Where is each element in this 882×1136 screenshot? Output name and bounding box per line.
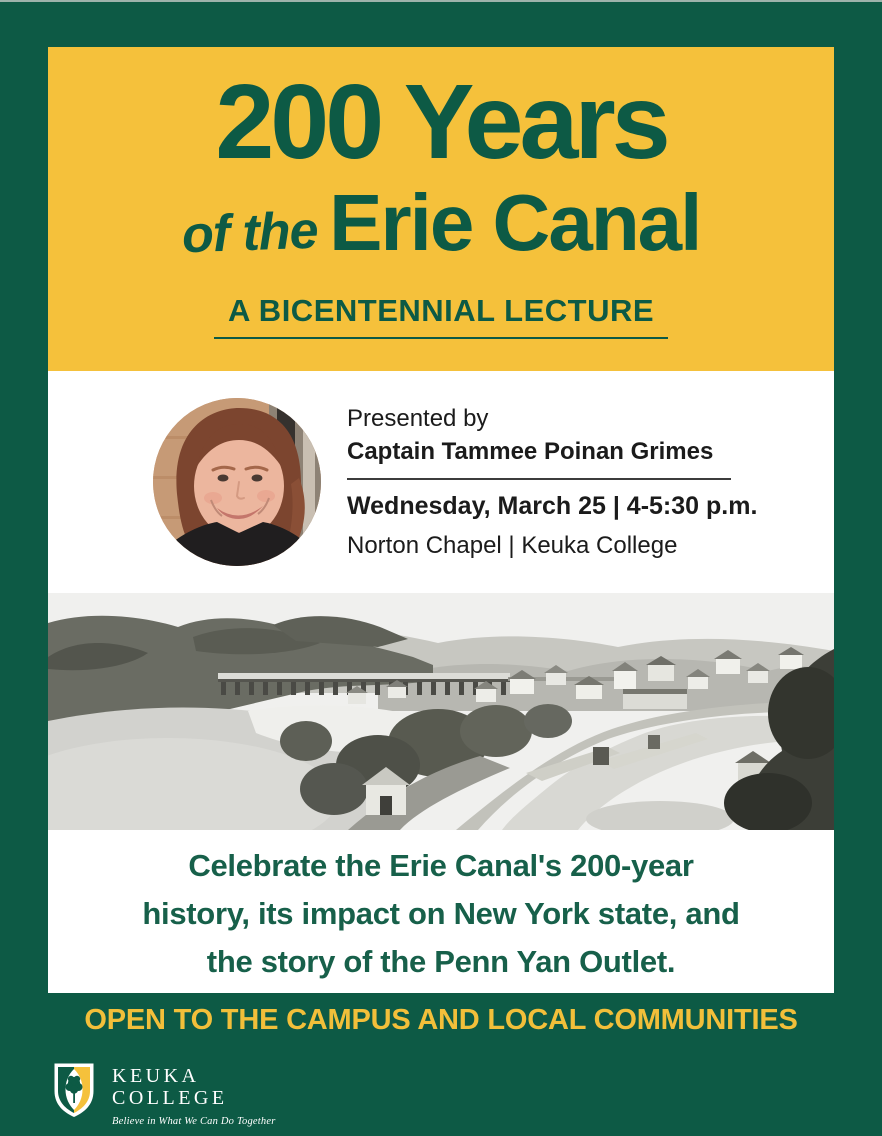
keuka-shield-logo [53,1062,95,1119]
poster-card [48,47,834,993]
presenter-section [48,371,834,593]
canal-photo [48,593,834,830]
title-line-2 [48,178,834,267]
subtitle: A BICENTENNIAL LECTURE [214,293,668,339]
college-name-line1: KEUKA [112,1065,200,1087]
event-location: Norton Chapel | Keuka College [347,531,678,559]
presenter-photo [153,398,321,566]
college-tagline: Believe in What We Can Do Together [112,1116,276,1127]
college-wordmark [112,1065,276,1127]
footer-logo [53,1062,276,1127]
subtitle-row [48,263,834,339]
presenter-info [347,405,757,560]
canal-photo-image [48,593,834,830]
description-line: history, its impact on New York state, and [142,896,740,932]
title-erie-canal: Erie Canal [329,178,701,267]
divider-line [347,478,731,480]
top-edge-line [0,0,882,2]
college-name-line2: COLLEGE [112,1087,228,1109]
open-to-communities-banner: OPEN TO THE CAMPUS AND LOCAL COMMUNITIES [84,1004,798,1036]
description-line: Celebrate the Erie Canal's 200-year [188,848,694,883]
description [48,830,834,993]
title-of-the: of the [180,201,319,265]
presenter-name: Captain Tammee Poinan Grimes [347,437,714,465]
title-line-1: 200 Years [215,63,667,181]
presenter-photo-image [153,398,321,566]
presented-by-label: Presented by [347,404,489,432]
header-band [48,47,834,371]
event-datetime: Wednesday, March 25 | 4-5:30 p.m. [347,491,758,520]
description-line: the story of the Penn Yan Outlet. [206,944,676,980]
